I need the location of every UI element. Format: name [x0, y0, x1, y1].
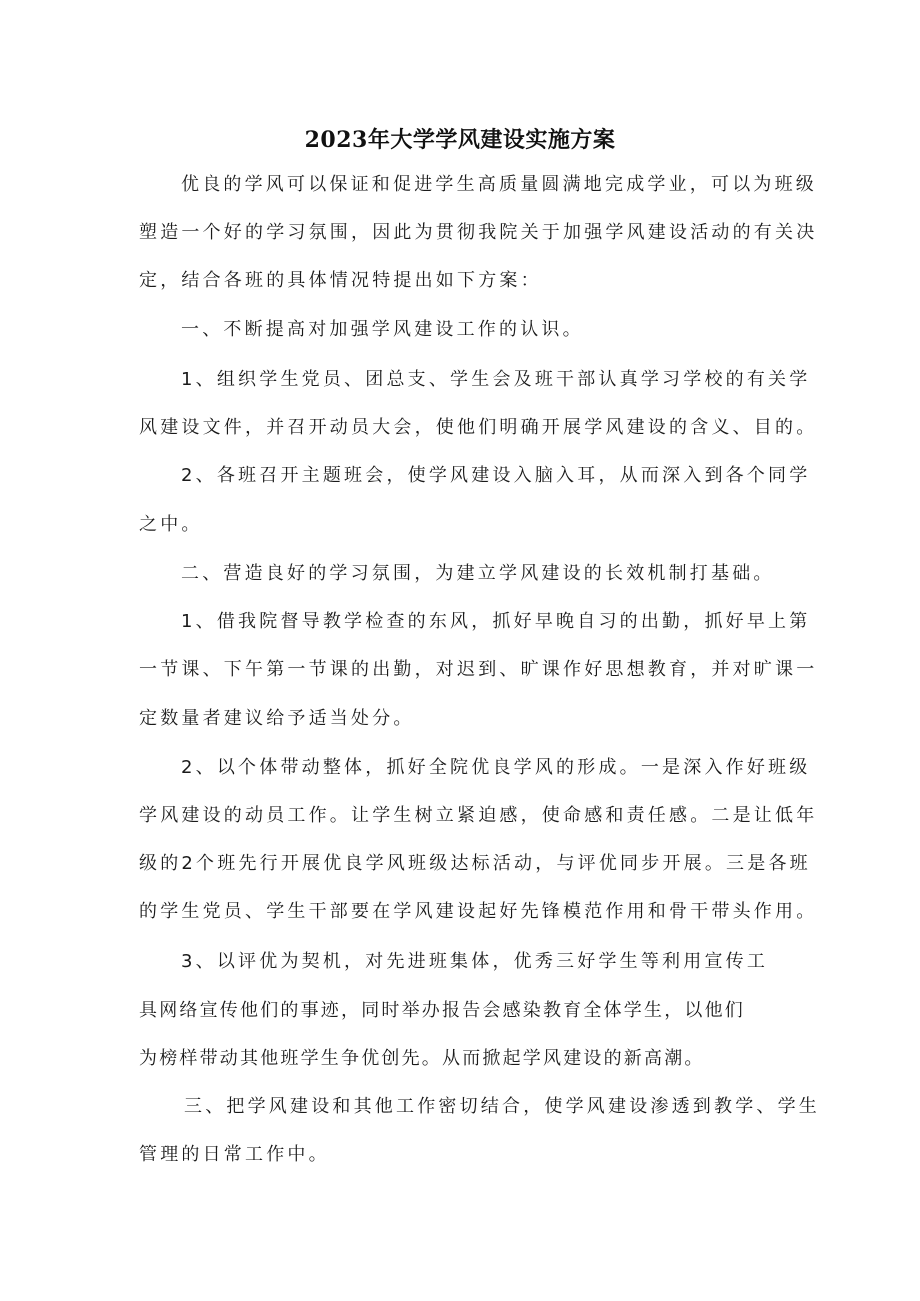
paragraph-line: 具网络宣传他们的事迹，同时举办报告会感染教育全体学生，以他们	[139, 1000, 745, 1021]
paragraph-line: 的学生党员、学生干部要在学风建设起好先锋模范作用和骨干带头作用。	[139, 901, 818, 922]
paragraph-line: 管理的日常工作中。	[139, 1144, 330, 1165]
section-heading: 三、把学风建设和其他工作密切结合，使学风建设渗透到教学、学生	[184, 1096, 820, 1117]
paragraph-line: 定，结合各班的具体情况特提出如下方案：	[139, 270, 542, 291]
paragraph-line: 优良的学风可以保证和促进学生高质量圆满地完成学业，可以为班级	[181, 174, 817, 195]
paragraph-line: 为榜样带动其他班学生争优创先。从而掀起学风建设的新高潮。	[139, 1048, 705, 1069]
paragraph-line: 塑造一个好的学习氛围，因此为贯彻我院关于加强学风建设活动的有关决	[139, 222, 818, 243]
document-title: 2023年大学学风建设实施方案	[304, 127, 616, 153]
paragraph-line: 1、组织学生党员、团总支、学生会及班干部认真学习学校的有关学	[181, 369, 811, 390]
paragraph-line: 学风建设的动员工作。让学生树立紧迫感，使命感和责任感。二是让低年	[139, 805, 818, 826]
paragraph-line: 级的2个班先行开展优良学风班级达标活动，与评优同步开展。三是各班	[139, 853, 811, 874]
paragraph-line: 1、借我院督导教学检查的东风，抓好早晚自习的出勤，抓好早上第	[181, 611, 811, 632]
section-heading: 二、营造良好的学习氛围，为建立学风建设的长效机制打基础。	[181, 563, 775, 584]
paragraph-line: 3、以评优为契机，对先进班集体，优秀三好学生等利用宣传工	[181, 951, 769, 972]
paragraph-line: 风建设文件，并召开动员大会，使他们明确开展学风建设的含义、目的。	[139, 417, 818, 438]
paragraph-line: 2、各班召开主题班会，使学风建设入脑入耳，从而深入到各个同学	[181, 465, 811, 486]
paragraph-line: 之中。	[139, 514, 203, 535]
paragraph-line: 定数量者建议给予适当处分。	[139, 708, 415, 729]
paragraph-line: 一节课、下午第一节课的出勤，对迟到、旷课作好思想教育，并对旷课一	[139, 659, 818, 680]
paragraph-line: 2、以个体带动整体，抓好全院优良学风的形成。一是深入作好班级	[181, 757, 811, 778]
section-heading: 一、不断提高对加强学风建设工作的认识。	[181, 319, 584, 340]
